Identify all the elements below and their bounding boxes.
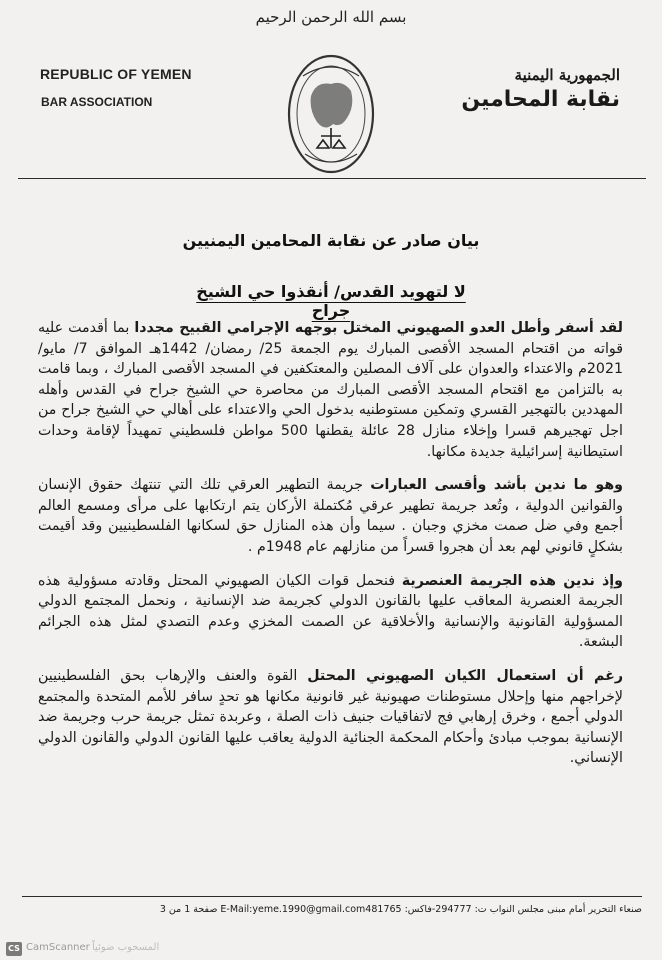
paragraph-lead: وهو ما ندين بأشد وأقسى العبارات xyxy=(370,477,623,494)
paragraph-text: جريمة التطهير العرقي تلك التي تنتهك حقوق الإنسان والقوانين الدولية ، وتُعد جريمة تطهير عرقي مُكتملة الأركان يتم ارتكابها على مرأى ومسمع العالم أجمع وفي ضل صمت مخزي وجبان . سيما وأن هذه المنازل حق لسكانها الفلسطينيين وقد أقيمت بشكلٍ قانوني لهم بعد أن هجروا قسراً من منازلهم عام 1948م . xyxy=(38,477,623,555)
statement-body xyxy=(38,318,623,782)
paragraph xyxy=(38,475,623,557)
paragraph-text: القوة والعنف والإرهاب بحق الفلسطينيين لإخراجهم منها وإحلال مستوطنات صهيونية غير قانونية مكانها هو تحدٍ سافر للأمم المتحدة والمجتمع الدولي أجمع ، وخرق إرهابي فج لاتفاقيات جنيف ذات الصلة ، وعربدة تمثل جريمة حرب وجريمة ضد الإنسانية بموجب مبادئ وأحكام المحكمة الجنائية الدولية يعاقب عليها القانون الدولي والقانون الدولي الإنساني. xyxy=(38,667,623,767)
statement-title: بيان صادر عن نقابة المحامين اليمنيين xyxy=(182,231,480,250)
english-organization: BAR ASSOCIATION xyxy=(41,95,153,109)
arabic-letterhead xyxy=(461,66,620,112)
paragraph-lead: لقد أسفر وأطل العدو الصهيوني المختل بوجهه الإجرامي القبيح مجددا xyxy=(134,320,623,336)
paragraph xyxy=(38,318,623,462)
paragraph xyxy=(38,666,623,769)
footer-divider xyxy=(22,896,642,897)
statement-subtitle: لا لتهويد القدس/ أنقذوا حي الشيخ جراح xyxy=(196,282,466,320)
paragraph-text: بما أقدمت عليه قواته من اقتحام المسجد الأقصى المبارك يوم الجمعة 25/ رمضان/ 1442هـ الموافق 7/ مايو/ 2021م والاعتداء والعدوان على آلاف المصلين والمعتكفين في المسجد الأقصى المبارك ، وبما قامت به بالتزامن مع اقتحام المسجد الأقصى المبارك من محاصرة حي الشيخ جراح في القدس وأهله المهددين بالتهجير القسري وتمكين مستوطنيه بدخول الحي والاعتداء على أهالي حي الشيخ جراح من اجل تهجيرهم قسرا وإخلاء منازل 28 عائلة يقطنها 500 مواطن فلسطيني تمهيداً لإقامة وحدات استيطانية إسرائيلية جديدة مكانها. xyxy=(38,320,624,460)
scanner-app-name: CamScanner xyxy=(26,942,90,953)
basmala: بسم الله الرحمن الرحيم xyxy=(255,8,407,26)
header-divider xyxy=(18,178,646,179)
scanner-watermark-bar xyxy=(0,938,662,960)
english-country: REPUBLIC OF YEMEN xyxy=(40,66,192,82)
footer xyxy=(22,904,642,920)
paragraph-lead: وإذ ندين هذه الجريمة العنصرية xyxy=(401,572,623,589)
paragraph-text: فنحمل قوات الكيان الصهيوني المحتل وقادته مسؤولية هذه الجريمة العنصرية المعاقب عليها بالقانون الدولي كجريمة ضد الإنسانية ، ونحمل المجتمع الدولي المسؤولية القانونية والإنسانية والأخلاقية عن الصمت المخزي وعدم التصدي لمثل هذه الجرائم البشعة. xyxy=(38,572,623,651)
arabic-organization: نقابة المحامين xyxy=(461,87,620,112)
bar-association-seal-logo xyxy=(281,36,381,178)
paragraph xyxy=(38,571,623,653)
scanner-arabic-watermark: المسحوب ضوئياً xyxy=(92,942,160,953)
english-letterhead xyxy=(40,66,192,109)
arabic-country: الجمهورية اليمنية xyxy=(514,66,620,84)
paragraph-lead: رغم أن استعمال الكيان الصهيوني المحتل xyxy=(307,667,623,684)
camscanner-logo-icon: CS xyxy=(6,942,22,956)
footer-contact-and-page: صنعاء التحرير أمام مبنى مجلس النواب ت: 294777-فاكس: E-Mail:yeme.1990@gmail.com481765 صفحة 1 من 3 xyxy=(159,904,642,915)
